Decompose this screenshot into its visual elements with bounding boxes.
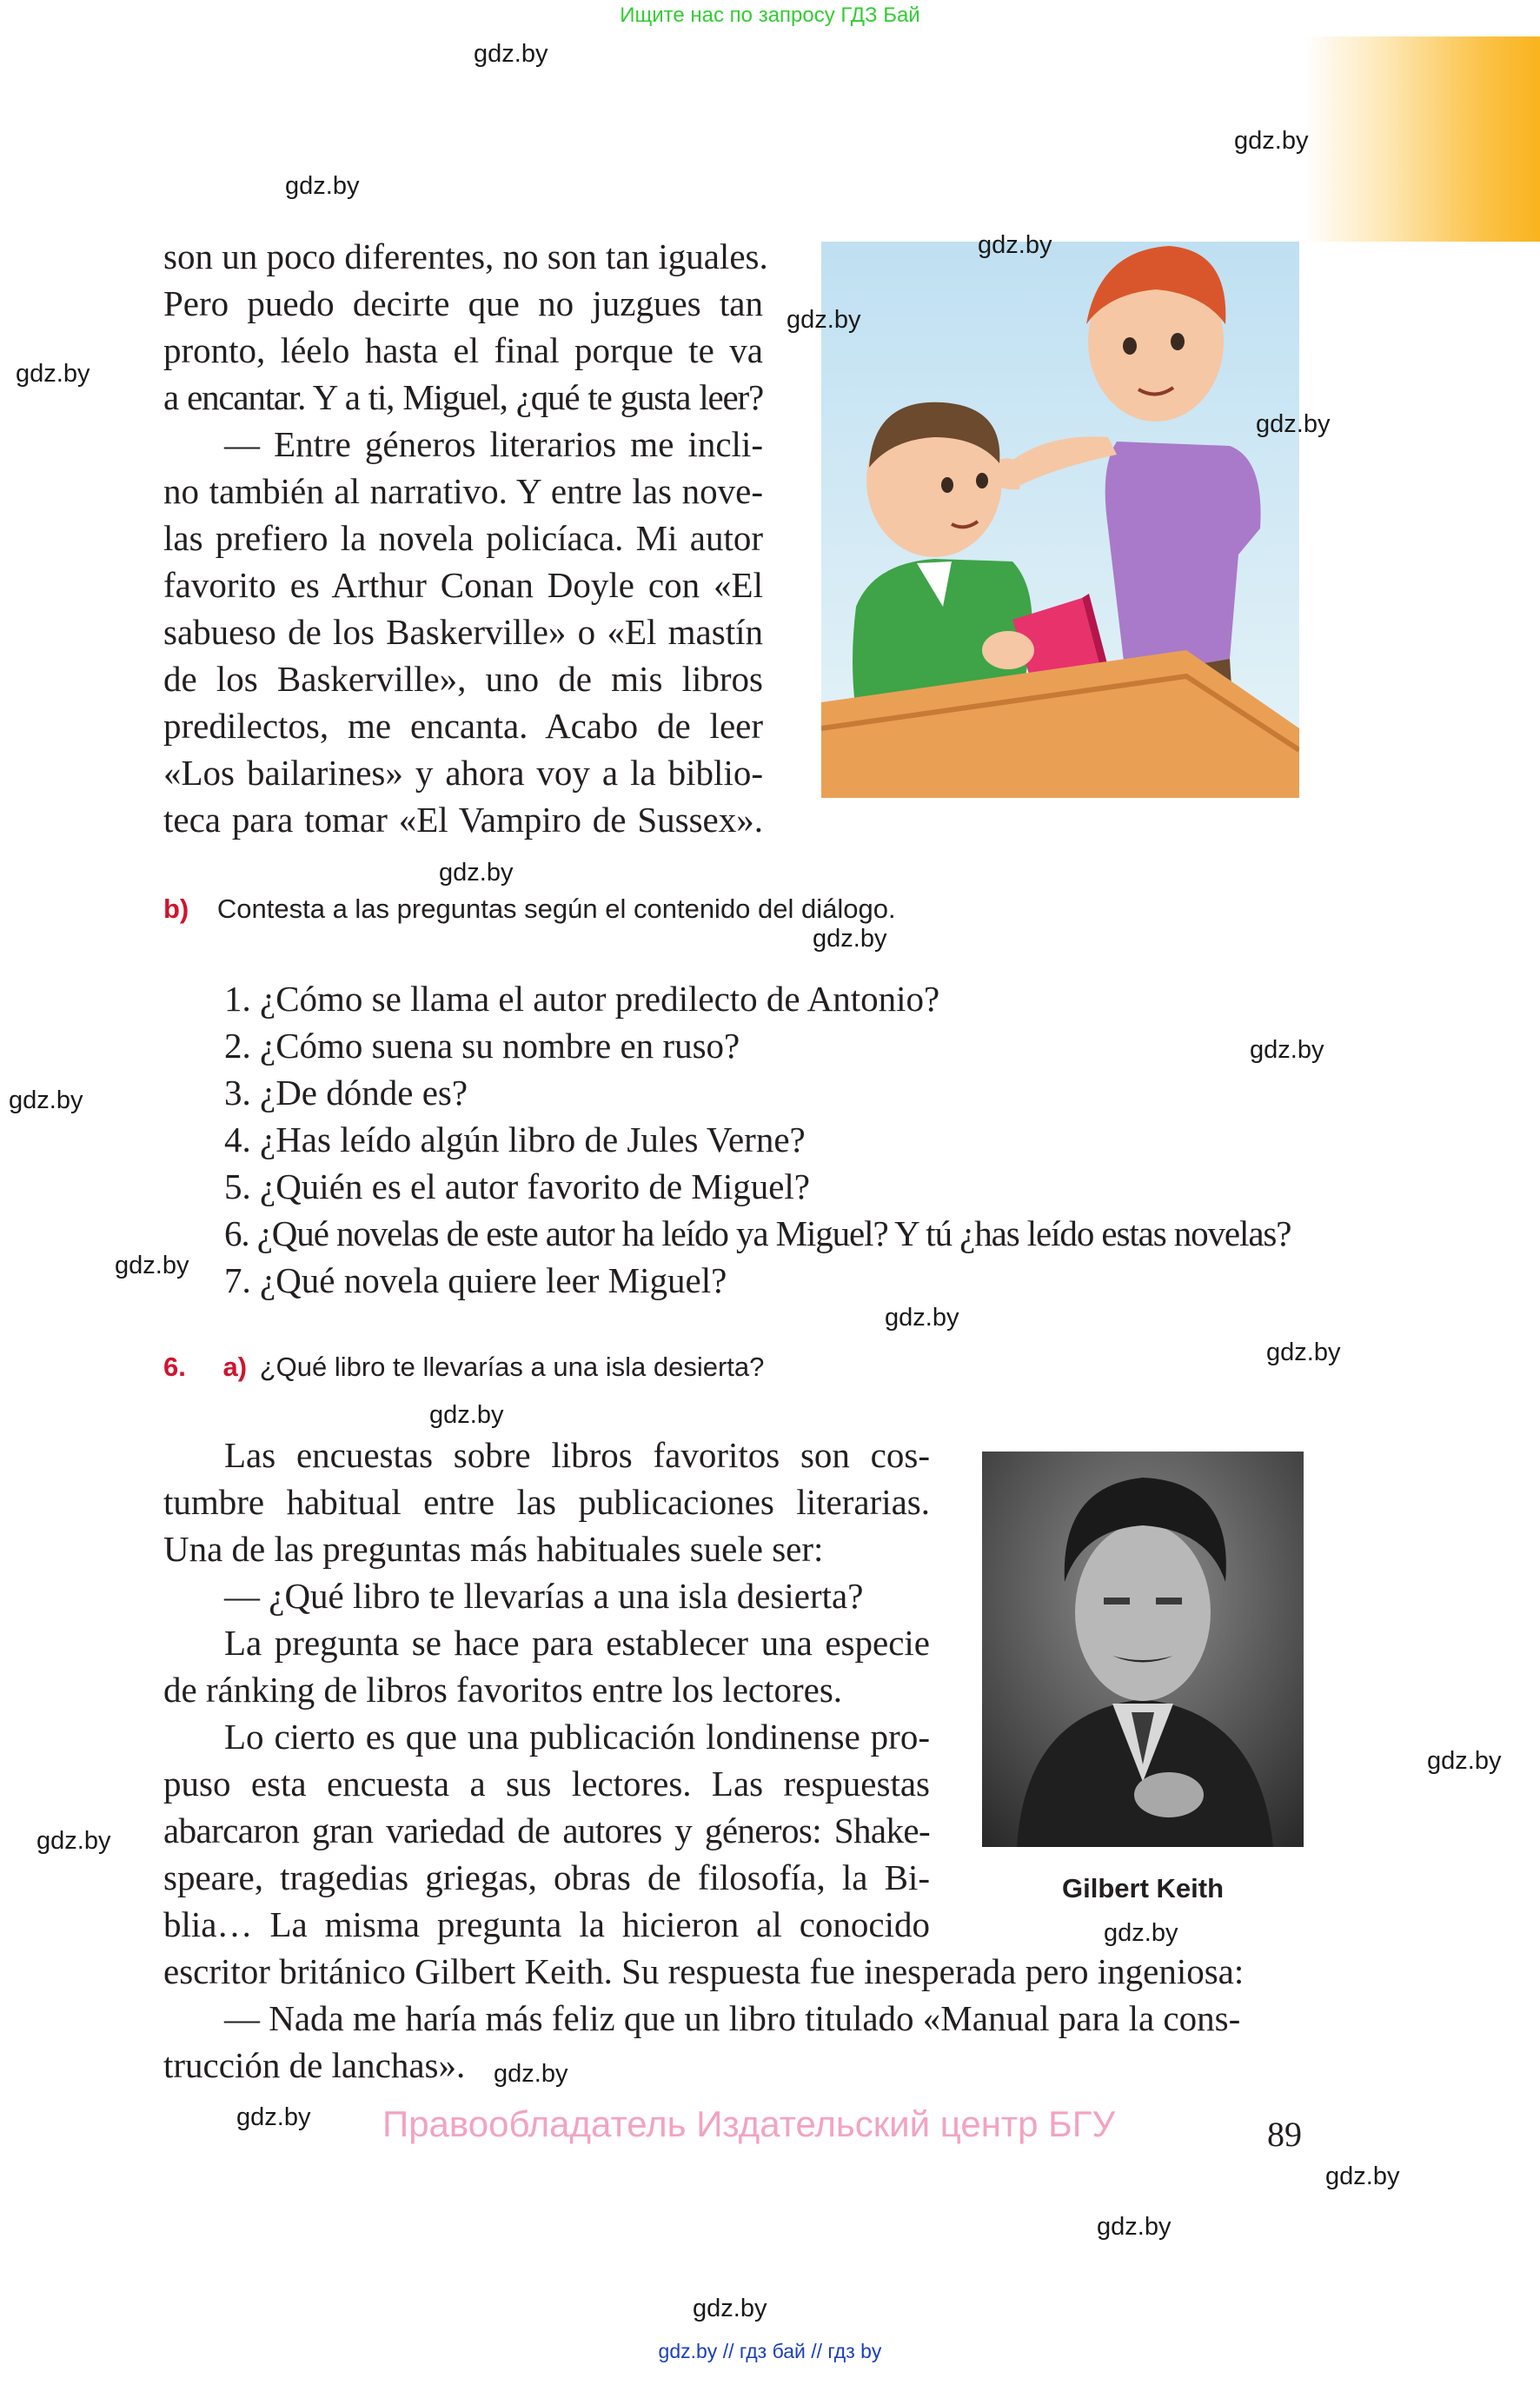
story-line: son un poco diferentes, no son tan iguales.: [163, 236, 768, 276]
article-line: Lo cierto es que una publicación londinense pro-: [224, 1717, 930, 1757]
article-line: Una de las preguntas más habituales suele ser:: [163, 1529, 824, 1569]
task-b-label: b): [163, 894, 189, 924]
story-line: pronto, léelo hasta el final porque te va: [163, 330, 763, 370]
task-6-text: ¿Qué libro te llevarías a una isla desierta?: [259, 1352, 765, 1382]
watermark: gdz.by: [1256, 410, 1331, 438]
watermark: gdz.by: [16, 360, 90, 388]
article-line: tumbre habitual entre las publicaciones literarias.: [163, 1482, 930, 1522]
story-line: predilectos, me encanta. Acabo de leer: [163, 706, 763, 746]
question-item: 3. ¿De dónde es?: [224, 1073, 468, 1113]
search-banner: Ищите нас по запросу ГДЗ Бай: [620, 3, 920, 27]
article-line: speare, tragedias griegas, obras de filosofía, la Bi-: [163, 1857, 930, 1897]
article-text-narrow: [163, 1432, 930, 1948]
watermark: gdz.by: [115, 1252, 189, 1279]
watermark: gdz.by: [1325, 2162, 1400, 2190]
task-6-number: 6.: [163, 1352, 186, 1382]
question-item: 6. ¿Qué novelas de este autor ha leído ya Miguel? Y tú ¿has leído estas novelas?: [224, 1213, 1291, 1253]
page-number: 89: [1267, 2115, 1302, 2154]
watermark: gdz.by: [37, 1827, 111, 1855]
task-6: [163, 1352, 764, 1383]
footer-links[interactable]: gdz.by // гдз бай // гдз by: [658, 2340, 882, 2362]
boys-reading-illustration: [821, 242, 1299, 815]
story-line: «Los bailarines» y ahora voy a la biblio-: [163, 753, 763, 793]
story-line: de los Baskerville», uno de mis libros: [163, 659, 763, 699]
watermark: gdz.by: [285, 172, 360, 200]
article-line: trucción de lanchas».: [163, 2045, 466, 2085]
watermark: gdz.by: [494, 2060, 568, 2088]
question-item: 1. ¿Cómo se llama el autor predilecto de Antonio?: [224, 979, 940, 1019]
photo-caption: Gilbert Keith: [1061, 1873, 1224, 1903]
article-line: de ránking de libros favoritos entre los lectores.: [163, 1670, 843, 1710]
task-b: [163, 894, 896, 925]
watermark: gdz.by: [439, 859, 514, 887]
page-corner-tab: [1305, 37, 1540, 242]
watermark: gdz.by: [1234, 127, 1309, 155]
watermark: gdz.by: [236, 2103, 311, 2131]
questions-list: [224, 975, 1291, 1304]
watermark: gdz.by: [787, 306, 861, 334]
watermark: gdz.by: [429, 1401, 504, 1429]
story-line: las prefiero la novela policíaca. Mi autor: [163, 518, 763, 558]
watermark: gdz.by: [9, 1086, 83, 1114]
story-line: Pero puedo decirte que no juzgues tan: [163, 283, 763, 323]
copyright-notice: Правообладатель Издательский центр БГУ: [382, 2103, 1116, 2144]
watermark: gdz.by: [1104, 1919, 1178, 1947]
watermark: gdz.by: [1250, 1036, 1324, 1064]
article-line: La pregunta se hace para establecer una especie: [224, 1623, 930, 1663]
watermark: gdz.by: [693, 2295, 767, 2322]
watermark: gdz.by: [1427, 1747, 1502, 1775]
story-line: teca para tomar «El Vampiro de Sussex».: [163, 800, 763, 840]
question-item: 2. ¿Cómo suena su nombre en ruso?: [224, 1026, 740, 1066]
article-line: abarcaron gran variedad de autores y géneros: Shake-: [163, 1810, 930, 1850]
story-line: no también al narrativo. Y entre las nove-: [163, 471, 763, 511]
article-line: blia… La misma pregunta la hicieron al conocido: [163, 1904, 930, 1944]
watermark: gdz.by: [813, 925, 887, 953]
article-line: puso esta encuesta a sus lectores. Las respuestas: [163, 1764, 930, 1804]
story-line: sabueso de los Baskerville» o «El mastín: [163, 612, 763, 652]
question-item: 5. ¿Quién es el autor favorito de Miguel?: [224, 1166, 810, 1206]
story-line: — Entre géneros literarios me incli-: [224, 424, 763, 464]
story-line: a encantar. Y a ti, Miguel, ¿qué te gusta leer?: [163, 377, 763, 417]
article-line: escritor británico Gilbert Keith. Su respuesta fue inesperada pero ingeniosa:: [163, 1951, 1245, 1991]
task-b-text: Contesta a las preguntas según el contenido del diálogo.: [216, 894, 896, 924]
watermark: gdz.by: [1097, 2213, 1172, 2241]
story-text: [163, 233, 768, 843]
watermark: gdz.by: [474, 40, 548, 68]
story-line: favorito es Arthur Conan Doyle con «El: [163, 565, 763, 605]
question-item: 4. ¿Has leído algún libro de Jules Verne?: [224, 1119, 806, 1159]
watermark: gdz.by: [1266, 1339, 1341, 1366]
article-line: — Nada me haría más feliz que un libro titulado «Manual para la cons-: [224, 1998, 1241, 2038]
question-item: 7. ¿Qué novela quiere leer Miguel?: [224, 1260, 727, 1300]
article-line: — ¿Qué libro te llevarías a una isla desierta?: [224, 1576, 864, 1616]
watermark: gdz.by: [885, 1304, 959, 1332]
article-line: Las encuestas sobre libros favoritos son cos-: [224, 1435, 930, 1475]
article-text-wide: [163, 1948, 1304, 2089]
watermark: gdz.by: [978, 231, 1052, 259]
gilbert-keith-photo: [982, 1452, 1304, 1847]
task-6-label: a): [222, 1352, 248, 1382]
